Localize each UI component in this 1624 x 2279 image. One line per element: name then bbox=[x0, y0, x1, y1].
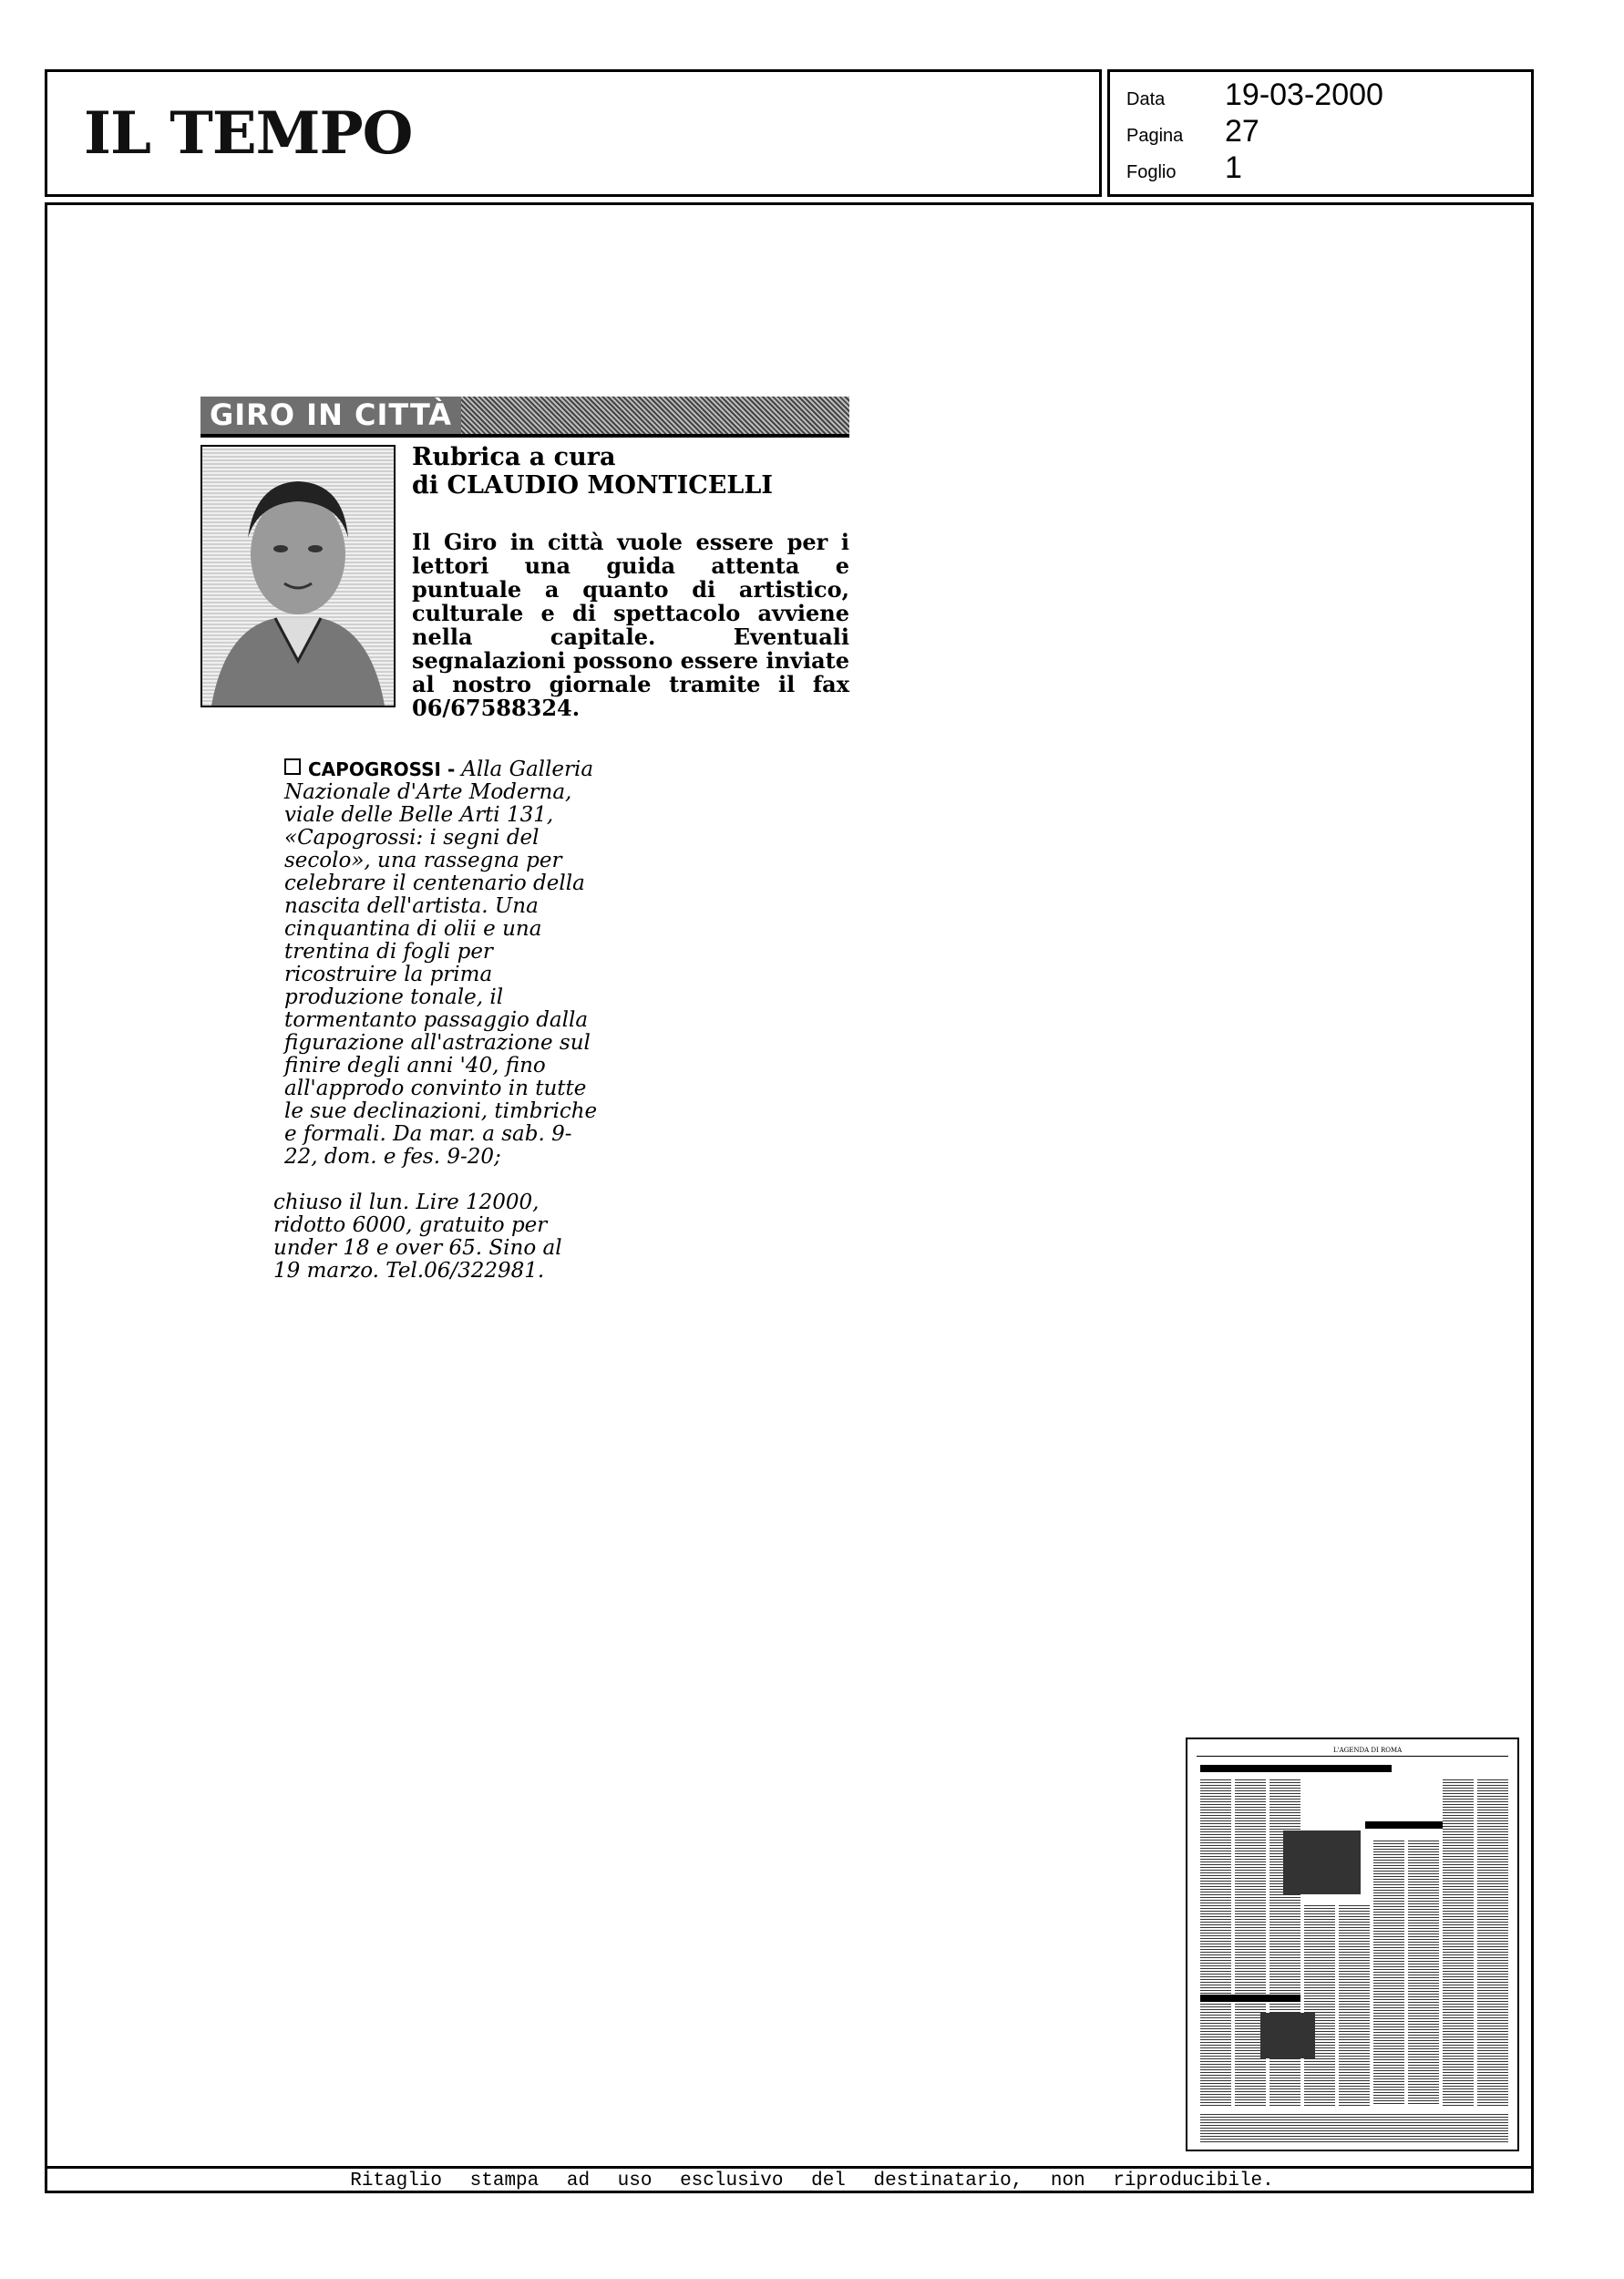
thumbnail-image bbox=[1283, 1830, 1361, 1894]
page-value: 27 bbox=[1225, 114, 1259, 149]
rubric-title-line2: di CLAUDIO MONTICELLI bbox=[412, 471, 773, 500]
date-value: 19-03-2000 bbox=[1225, 77, 1383, 112]
article-keyword: CAPOGROSSI bbox=[308, 758, 441, 780]
thumbnail-image bbox=[1260, 2013, 1315, 2058]
sheet-label: Foglio bbox=[1126, 162, 1177, 182]
thumbnail-column bbox=[1443, 1778, 1474, 2106]
portrait-image bbox=[202, 447, 394, 706]
footer-notice: Ritaglio stampa ad uso esclusivo del destinatario, non riproducibile. bbox=[350, 2171, 1274, 2191]
thumbnail-column bbox=[1373, 1840, 1404, 2104]
article-text: Alla Galleria Nazionale d'Arte Moderna, viale delle Belle Arti 131, «Capogrossi: i segni del secolo», una rassegna per celebrare il centenario della nascita dell'artista. Una cinquantina di olii e una trentina di fogli per ricostruire la prima produzione tonale, il tormentanto passaggio dalla figurazione all'astrazione sul finire degli anni '40, fino all'approdo convinto in tutte le sue declinazioni, timbriche e formali. Da mar. a sab. 9-22, dom. e fes. 9-20; bbox=[284, 758, 598, 1169]
sheet-row bbox=[1126, 150, 1242, 186]
thumbnail-header bbox=[1197, 1747, 1508, 1757]
thumbnail-column bbox=[1408, 1840, 1439, 2104]
thumbnail-column bbox=[1200, 1778, 1231, 2106]
checkbox-icon bbox=[284, 758, 301, 775]
page-row bbox=[1126, 114, 1259, 150]
author-photo bbox=[200, 445, 396, 707]
thumbnail-headline bbox=[1200, 1995, 1300, 2002]
rubric-banner-label: GIRO IN CITTÀ bbox=[200, 397, 461, 434]
article-continuation: chiuso il lun. Lire 12000, ridotto 6000, gratuito per under 18 e over 65. Sino al 19 marzo. Tel.06/322981. bbox=[273, 1191, 562, 1283]
thumbnail-column bbox=[1200, 2113, 1508, 2142]
article-separator: - bbox=[441, 758, 462, 780]
page-thumbnail bbox=[1186, 1738, 1519, 2151]
rubric-intro: Il Giro in città vuole essere per i lettori una guida attenta e puntuale a quanto di artistico, culturale e di spettacolo avviene nella capitale. Eventuali segnalazioni possono essere inviate al nostro giornale tramite il fax 06/67588324. bbox=[412, 529, 849, 721]
date-row bbox=[1126, 77, 1383, 113]
footer-divider bbox=[45, 2166, 1534, 2169]
metadata-box bbox=[1107, 69, 1534, 197]
rubric-title-line1: Rubrica a cura bbox=[412, 443, 616, 471]
masthead-box bbox=[45, 69, 1102, 197]
page-label: Pagina bbox=[1126, 126, 1184, 146]
thumbnail-headline bbox=[1200, 1765, 1392, 1772]
rubric-title bbox=[412, 443, 849, 500]
thumbnail-masthead: L'AGENDA DI ROMA bbox=[1333, 1747, 1403, 1754]
article-capogrossi bbox=[284, 758, 605, 1169]
thumbnail-column bbox=[1477, 1778, 1508, 2106]
thumbnail-column bbox=[1339, 1903, 1370, 2106]
thumbnail-column bbox=[1304, 1903, 1335, 2106]
date-label: Data bbox=[1126, 89, 1166, 109]
newspaper-logo: IL TEMPO bbox=[84, 99, 413, 168]
rubric-banner bbox=[200, 397, 849, 438]
sheet-value: 1 bbox=[1225, 150, 1242, 185]
